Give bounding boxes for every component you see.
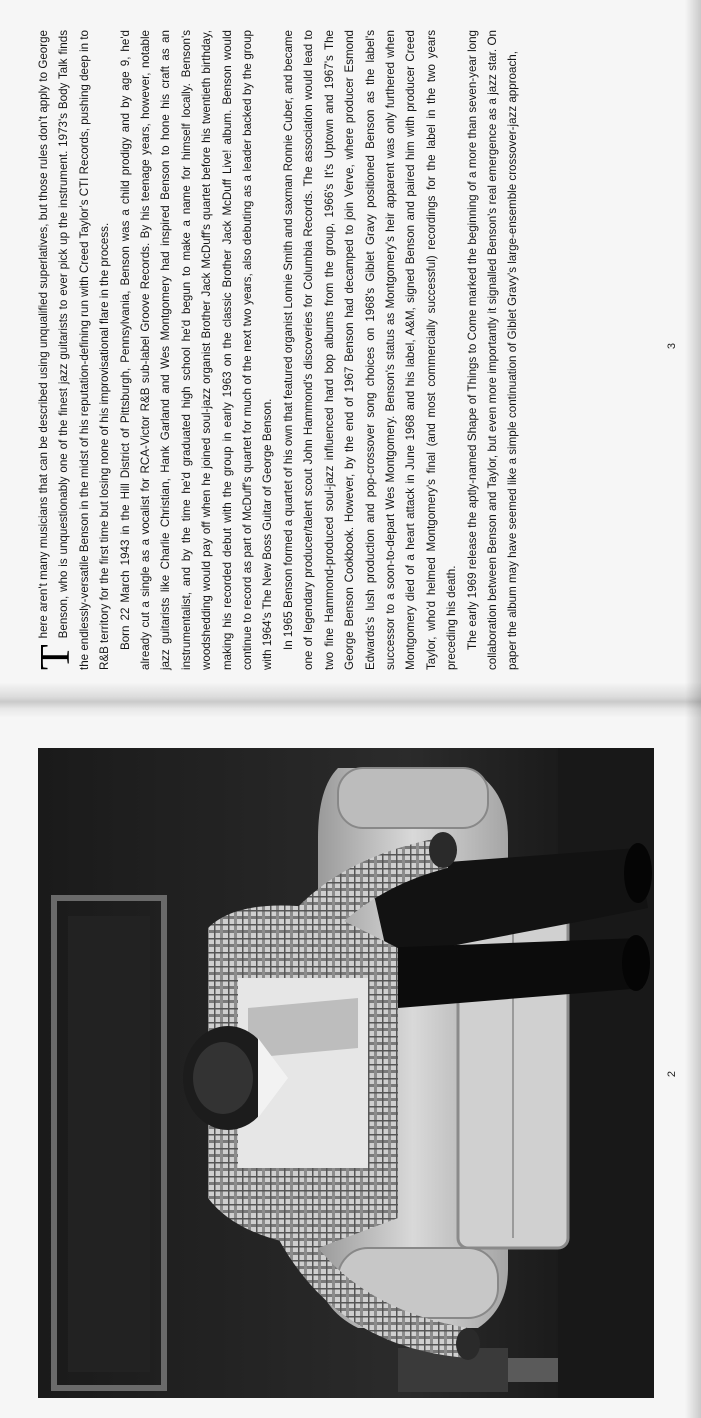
drop-cap: T [33, 644, 79, 670]
booklet-gutter-shadow [0, 682, 701, 718]
page-number-left: 2 [666, 1070, 678, 1078]
article-body [34, 30, 524, 670]
george-benson-photo [38, 748, 654, 1398]
article-page [34, 30, 674, 670]
page-edge-shadow [685, 0, 701, 1418]
article-paragraph-2: Born 22 March 1943 in the Hill District of Pittsburgh, Pennsylvania, Benson was a child prodigy and by age 9, he'd already cut a single as a vocalist for RCA-Victor R&B sub-label Groove Records. By his teenage years, however, notable jazz guitarists like Charlie Christian, Hank Garland and Wes Montgomery had inspired Benson to hone his craft as an instrumentalist, and by the time he'd graduated high school he'd begun to make a name for himself locally. Benson's woodshedding would pay off when he joined soul-jazz organist Brother Jack McDuff's quartet before his twentieth birthday, making his recorded debut with the group in early 1963 on the classic Brother Jack McDuff Live! album. Benson would continue to record as part of McDuff's quartet for much of the next two years, also debuting as a leader backed by the group with 1964's The New Boss Guitar of George Benson. [118, 30, 275, 670]
page-number-right: 3 [666, 342, 678, 350]
photo-illustration [38, 748, 654, 1398]
article-paragraph-1 [34, 30, 116, 670]
article-paragraph-4: The early 1969 release the aptly-named Shape of Things to Come marked the beginning of a more than seven-year long collaboration between Benson and Taylor, but even more importantly it signalled Benson's real emergence as a jazz star. On paper the album may have seemed like a simple continuation of Giblet Gravy's large-ensemble crossover-jazz approach, [465, 30, 520, 670]
paragraph-1-text: here aren't many musicians that can be described using unqualified superlatives, but those rules don't apply to George Benson, who is unquestionably one of the finest jazz guitarists to ever pick up the instrument. 1973's Body Talk finds the endlessly-versatile Benson in the midst of his reputation-defining run with Creed Taylor's CTI Records, pushing deep in to R&B territory for the first time but losing none of his improvisational flare in the process. [37, 30, 112, 670]
article-paragraph-3: In 1965 Benson formed a quartet of his own that featured organist Lonnie Smith and saxman Ronnie Cuber, and became one of legendary producer/talent scout John Hammond's discoveries for Columbia Records. The association would lead to two fine Hammond-produced soul-jazz influenced hard bop albums from the group, 1966's It's Uptown and 1967's The George Benson Cookbook. However, by the end of 1967 Benson had decamped to join Verve, where producer Esmond Edwards's lush production and pop-crossover song choices on 1968's Giblet Gravy positioned Benson as the label's successor to a soon-to-depart Wes Montgomery. Benson's status as Montgomery's heir apparent was only furthered when Montgomery died of a heart attack in June 1968 and his label, A&M, signed Benson and paired him with producer Creed Taylor, who'd helmed Montgomery's final (and most commercially successful) recordings for the label in the two years preceding his death. [281, 30, 459, 670]
